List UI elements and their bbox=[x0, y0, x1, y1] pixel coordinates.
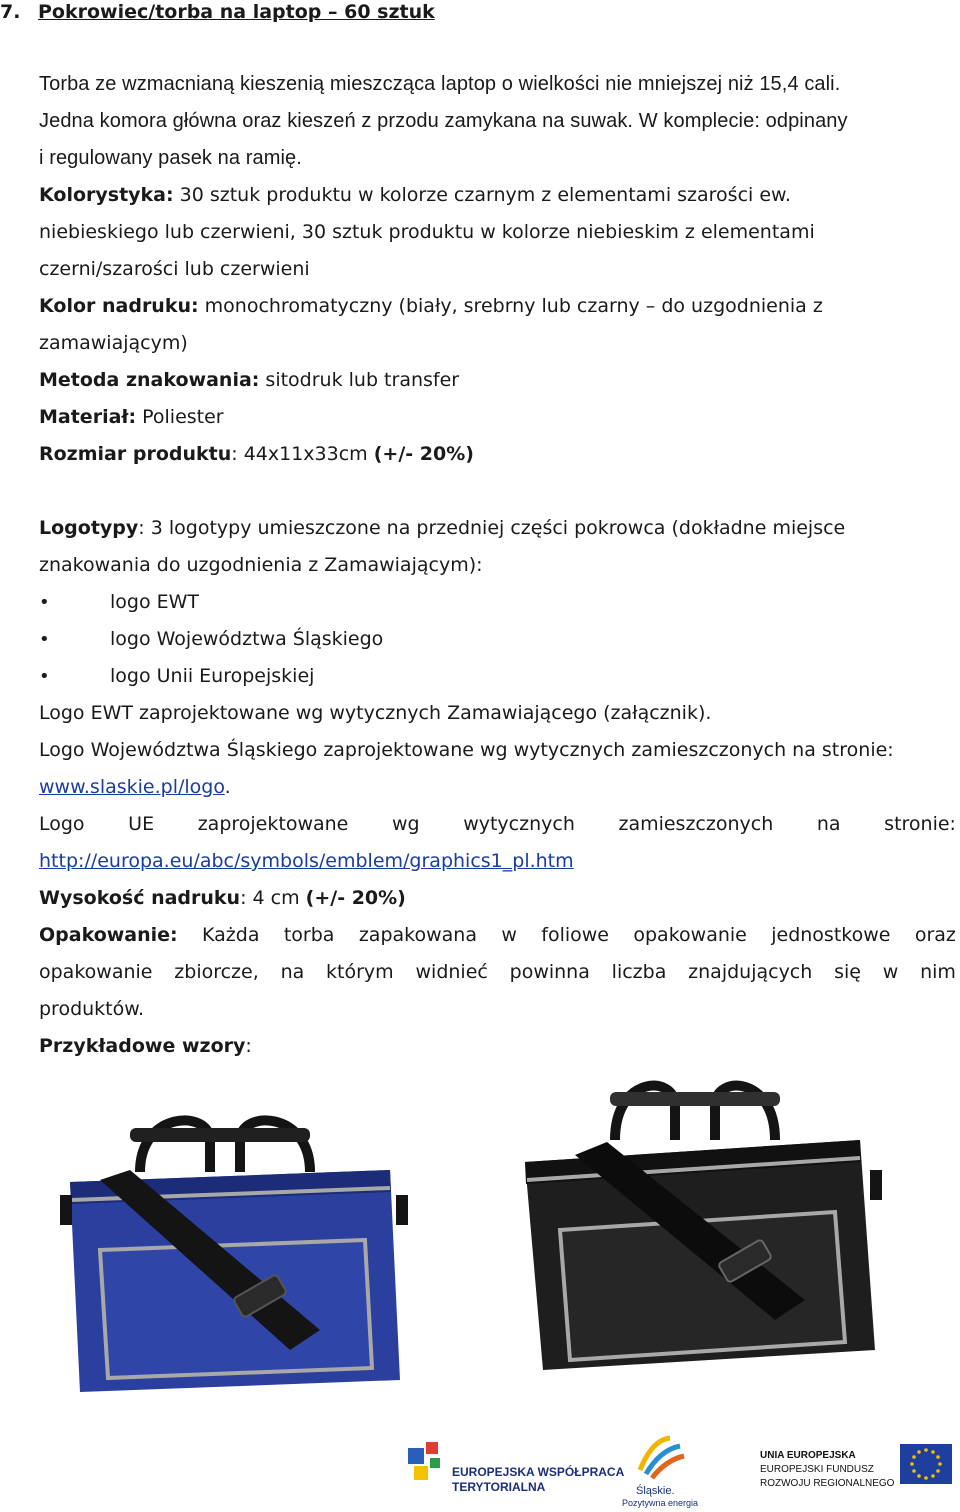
eu-logo bbox=[760, 1444, 952, 1489]
kolor-nadruku-line bbox=[39, 288, 956, 325]
word: oraz bbox=[914, 924, 956, 946]
word: stronie: bbox=[884, 813, 956, 835]
kolor-nadruku-label: Kolor nadruku: bbox=[39, 295, 199, 317]
handle-grip bbox=[130, 1128, 310, 1142]
word: którym bbox=[326, 961, 394, 983]
strap-clip bbox=[60, 1195, 72, 1225]
word: jednostkowe bbox=[771, 924, 891, 946]
metoda-label: Metoda znakowania: bbox=[39, 369, 260, 391]
ewt-logo bbox=[408, 1442, 625, 1494]
list-item bbox=[39, 584, 956, 621]
opakowanie-line: produktów. bbox=[39, 998, 145, 1020]
word: wytycznych bbox=[463, 813, 575, 835]
bullet-icon: • bbox=[39, 592, 50, 613]
list-item-text: logo Unii Europejskiej bbox=[110, 665, 315, 687]
word: się bbox=[834, 961, 861, 983]
bullet-icon: • bbox=[39, 629, 50, 650]
word: na bbox=[816, 813, 841, 835]
word: zapakowana bbox=[358, 924, 477, 946]
wysokosc-value: : 4 cm bbox=[240, 887, 306, 909]
word: opakowanie bbox=[633, 924, 747, 946]
word: zamieszczonych bbox=[618, 813, 774, 835]
slaskie-logo-link[interactable]: www.slaskie.pl/logo bbox=[39, 776, 225, 798]
kolorystyka-label: Kolorystyka: bbox=[39, 184, 174, 206]
section-title: Pokrowiec/torba na laptop – 60 sztuk bbox=[38, 1, 435, 23]
wzory-label: Przykładowe wzory bbox=[39, 1035, 246, 1057]
material-value: Poliester bbox=[136, 406, 224, 428]
opakowanie-line bbox=[39, 917, 956, 954]
list-item bbox=[39, 621, 956, 658]
list-item bbox=[39, 658, 956, 695]
section-number: 7. bbox=[0, 1, 21, 23]
opakowanie-line bbox=[39, 954, 956, 991]
wzory-line bbox=[39, 1028, 956, 1065]
intro-line: Torba ze wzmacnianą kieszenią mieszcząca laptop o wielkości nie mniejszej niż 15,4 cali. bbox=[39, 73, 841, 95]
word: UE bbox=[128, 813, 155, 835]
document-body bbox=[39, 66, 956, 1065]
period: . bbox=[224, 776, 231, 798]
rozmiar-tolerance: (+/- 20%) bbox=[373, 443, 474, 465]
black-laptop-bag-image bbox=[515, 1070, 895, 1380]
logo-woj-note: Logo Województwa Śląskiego zaprojektowane wg wytycznych zamieszczonych na stronie: bbox=[39, 739, 894, 761]
word: zaprojektowane bbox=[197, 813, 349, 835]
logo-ewt-note: Logo EWT zaprojektowane wg wytycznych Zamawiającego (załącznik). bbox=[39, 702, 712, 724]
wysokosc-label: Wysokość nadruku bbox=[39, 887, 241, 909]
kolorystyka-line: niebieskiego lub czerwieni, 30 sztuk produktu w kolorze niebieskim z elementami bbox=[39, 221, 815, 243]
intro-line: i regulowany pasek na ramię. bbox=[39, 147, 302, 169]
eu-logo-line: ROZWOJU REGIONALNEGO bbox=[760, 1478, 895, 1489]
intro-line: Jedna komora główna oraz kieszeń z przodu zamykana na suwak. W komplecie: odpinany bbox=[39, 110, 848, 132]
rozmiar-line bbox=[39, 436, 956, 473]
wysokosc-tolerance: (+/- 20%) bbox=[305, 887, 406, 909]
ewt-logo-line: EUROPEJSKA WSPÓŁPRACA bbox=[452, 1465, 625, 1479]
logotypy-label: Logotypy bbox=[39, 517, 139, 539]
word: Logo bbox=[39, 813, 85, 835]
material-label: Materiał: bbox=[39, 406, 137, 428]
spacer bbox=[39, 473, 956, 510]
ewt-logo-line: TERYTORIALNA bbox=[452, 1480, 546, 1494]
logotypy-line bbox=[39, 510, 956, 547]
list-item-text: logo Województwa Śląskiego bbox=[110, 628, 384, 650]
logo-ue-link-line bbox=[39, 843, 956, 880]
strap-clip bbox=[870, 1170, 882, 1200]
logo-ue-note bbox=[39, 806, 956, 843]
word: znajdujących bbox=[688, 961, 813, 983]
kolor-nadruku-line: zamawiającym) bbox=[39, 332, 188, 354]
logo-woj-link-line bbox=[39, 769, 956, 806]
rozmiar-value: : 44x11x33cm bbox=[231, 443, 374, 465]
word: foliowe bbox=[541, 924, 609, 946]
footer-logos-graphic bbox=[390, 1430, 960, 1508]
word: w bbox=[501, 924, 517, 946]
blue-laptop-bag-image bbox=[60, 1100, 412, 1400]
rozmiar-label: Rozmiar produktu bbox=[39, 443, 232, 465]
bullet-icon: • bbox=[39, 666, 50, 687]
word: powinna bbox=[509, 961, 590, 983]
eu-logo-line: EUROPEJSKI FUNDUSZ bbox=[760, 1464, 874, 1475]
word: torba bbox=[283, 924, 335, 946]
word: opakowanie bbox=[39, 961, 153, 983]
strap-clip bbox=[396, 1195, 408, 1225]
metoda-line bbox=[39, 362, 956, 399]
word: liczba bbox=[611, 961, 667, 983]
list-item-text: logo EWT bbox=[110, 591, 200, 613]
kolor-nadruku-text: monochromatyczny (biały, srebrny lub czarny – do uzgodnienia z bbox=[198, 295, 823, 317]
eu-logo-line: UNIA EUROPEJSKA bbox=[760, 1450, 856, 1461]
handle-grip bbox=[610, 1092, 780, 1106]
kolorystyka-line bbox=[39, 177, 956, 214]
wzory-sep: : bbox=[245, 1035, 252, 1057]
word: nim bbox=[920, 961, 956, 983]
slaskie-logo bbox=[622, 1438, 698, 1508]
kolorystyka-text: 30 sztuk produktu w kolorze czarnym z elementami szarości ew. bbox=[173, 184, 791, 206]
logotypy-text: : 3 logotypy umieszczone na przedniej części pokrowca (dokładne miejsce bbox=[138, 517, 846, 539]
footer-logos bbox=[390, 1430, 960, 1508]
slaskie-slogan: Pozytywna energia bbox=[622, 1498, 699, 1508]
material-line bbox=[39, 399, 956, 436]
word: na bbox=[280, 961, 305, 983]
wysokosc-line bbox=[39, 880, 956, 917]
kolorystyka-line: czerni/szarości lub czerwieni bbox=[39, 258, 310, 280]
opakowanie-label: Opakowanie: bbox=[39, 924, 178, 946]
word: wg bbox=[391, 813, 420, 835]
europa-emblem-link[interactable]: http://europa.eu/abc/symbols/emblem/graphics1_pl.htm bbox=[39, 850, 574, 872]
metoda-value: sitodruk lub transfer bbox=[259, 369, 460, 391]
logotypy-line: znakowania do uzgodnienia z Zamawiającym): bbox=[39, 554, 483, 576]
word: Każda bbox=[202, 924, 260, 946]
slaskie-name: Śląskie. bbox=[636, 1485, 675, 1497]
word: widnieć bbox=[415, 961, 488, 983]
word: w bbox=[882, 961, 899, 983]
word: zbiorcze, bbox=[174, 961, 259, 983]
